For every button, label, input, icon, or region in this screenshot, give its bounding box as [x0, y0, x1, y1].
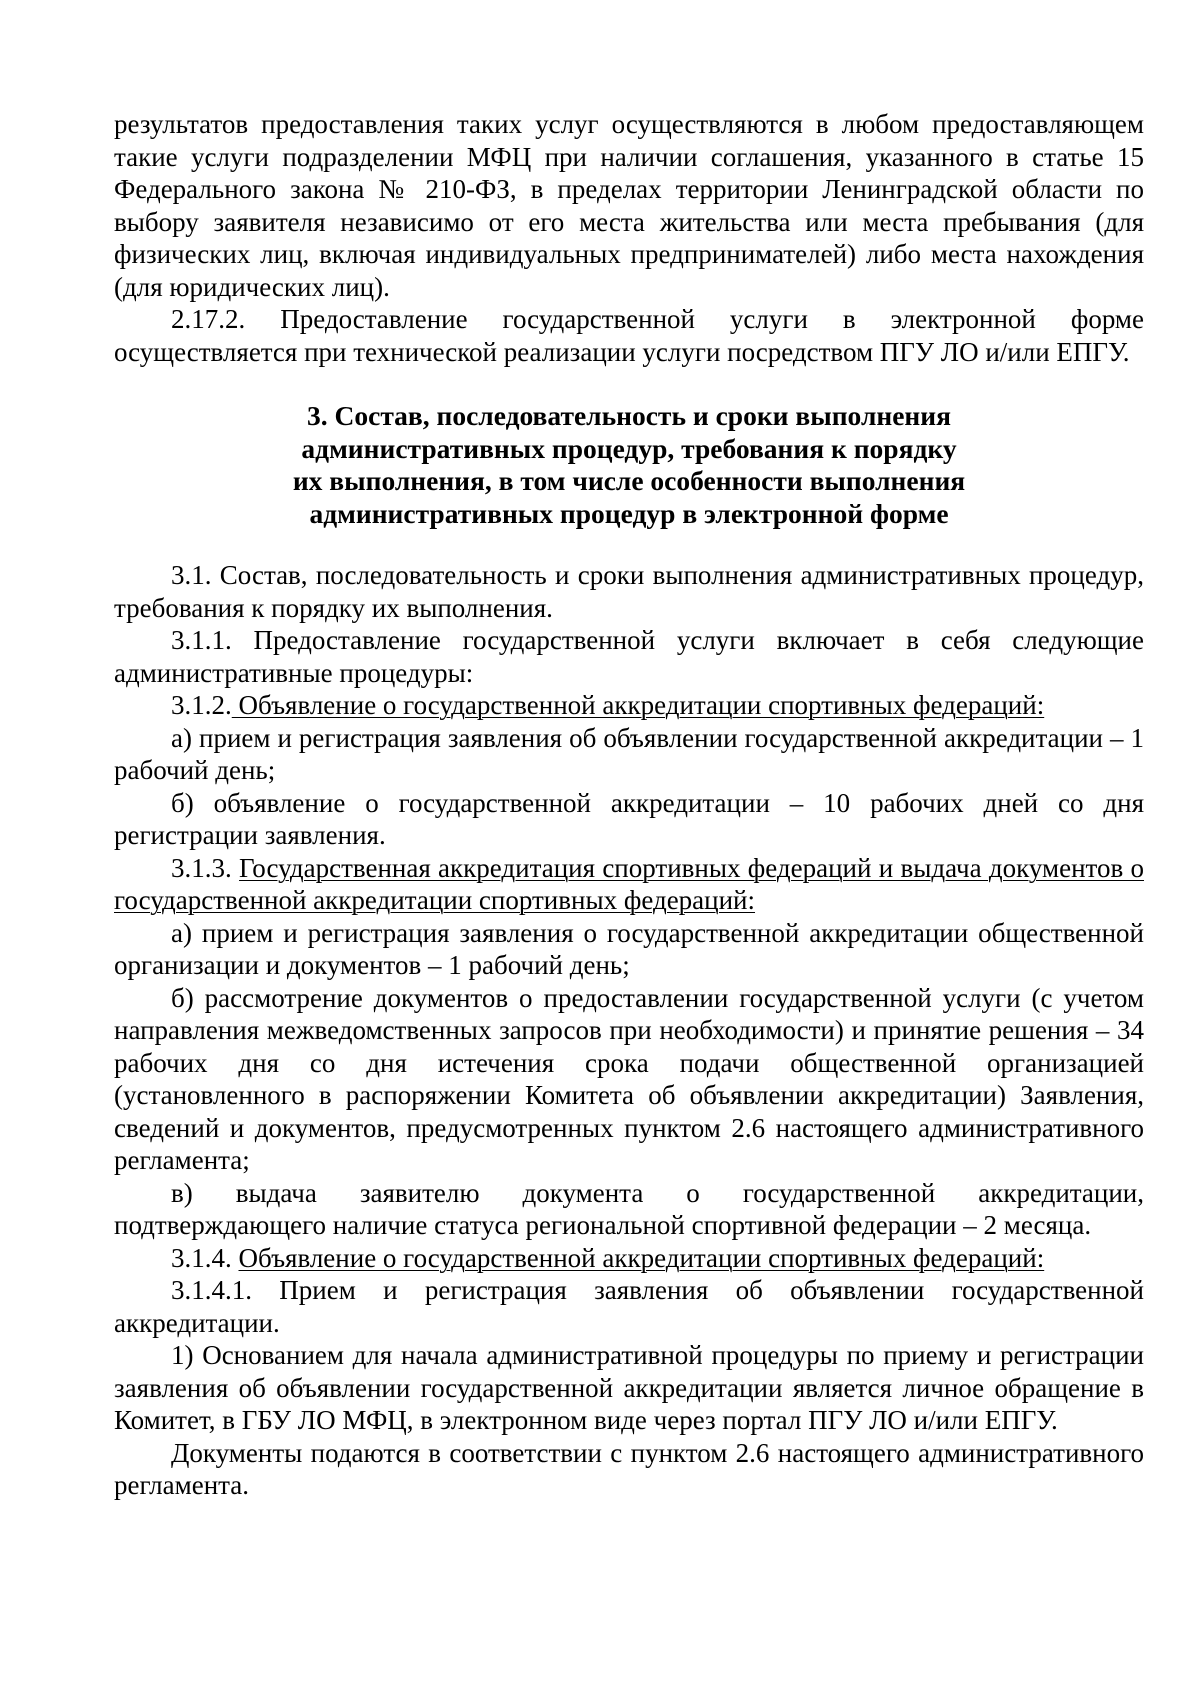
clause-title-3-1-4: Объявление о государственной аккредитации спортивных федераций:: [238, 1242, 1045, 1273]
heading-line-2: административных процедур, требования к порядку: [301, 432, 957, 464]
heading-line-4: административных процедур в электронной форме: [309, 497, 949, 529]
heading-line-3: их выполнения, в том числе особенности выполнения: [292, 465, 966, 496]
paragraph-3-1-1: 3.1.1. Предоставление государственной услуги включает в себя следующие административные процедуры:: [114, 625, 1144, 688]
paragraph-3-1-3-v: в) выдача заявителю документа о государственной аккредитации, подтверждающего наличие статуса региональной спортивной федерации – 2 месяца.: [114, 1177, 1144, 1240]
clause-number-3-1-4: 3.1.4.: [171, 1242, 232, 1273]
paragraph-3-1-2-b: б) объявление о государственной аккредитации – 10 рабочих дней со дня регистрации заявления.: [114, 787, 1144, 850]
paragraph-3-1-4-1-item-1: 1) Основанием для начала административной процедуры по приему и регистрации заявления об объявлении государственной аккредитации является личное обращение в Комитет, в ГБУ ЛО МФЦ, в электронном виде через портал ПГУ ЛО и/или ЕПГУ.: [114, 1340, 1144, 1435]
clause-number-3-1-3: 3.1.3.: [171, 852, 232, 883]
paragraph-3-1-3-b: б) рассмотрение документов о предоставлении государственной услуги (с учетом направления межведомственных запросов при необходимости) и принятие решения – 34 рабочих дня со дня истечения срока подачи общественной организацией (установленного в распоряжении Комитета об объявлении аккредитации) Заявления, сведений и документов, предусмотренных пунктом 2.6 настоящего административного регламента;: [114, 982, 1144, 1175]
paragraph-3-1: 3.1. Состав, последовательность и сроки выполнения административных процедур, требования к порядку их выполнения.: [114, 560, 1144, 623]
paragraph-3-1-4-1: 3.1.4.1. Прием и регистрация заявления об объявлении государственной аккредитации.: [114, 1275, 1144, 1338]
clause-number-3-1-2: 3.1.2.: [171, 690, 232, 720]
paragraph-3-1-2: [114, 689, 1144, 722]
section-heading: [114, 400, 1144, 530]
paragraph-3-1-4: [114, 1242, 1144, 1275]
document-page: [114, 108, 1144, 1502]
paragraph-3-1-3-a: а) прием и регистрация заявления о государственной аккредитации общественной организации и документов – 1 рабочий день;: [114, 917, 1144, 980]
paragraph-3-1-2-a: а) прием и регистрация заявления об объявлении государственной аккредитации – 1 рабочий день;: [114, 722, 1144, 785]
clause-title-3-1-2: Объявление о государственной аккредитации спортивных федераций:: [231, 690, 1045, 720]
heading-line-1: 3. Состав, последовательность и сроки выполнения: [307, 400, 951, 431]
clause-title-3-1-3: Государственная аккредитация спортивных федераций и выдача документов о государственной аккредитации спортивных федераций:: [114, 852, 1144, 915]
paragraph-2-17-2: 2.17.2. Предоставление государственной услуги в электронной форме осуществляется при технической реализации услуги посредством ПГУ ЛО и/или ЕПГУ.: [114, 304, 1144, 367]
paragraph-intro: результатов предоставления таких услуг осуществляются в любом предоставляющем такие услуги подразделении МФЦ при наличии соглашения, указанного в статье 15 Федерального закона № 210-ФЗ, в пределах территории Ленинградской области по выбору заявителя независимо от его места жительства или места пребывания (для физических лиц, включая индивидуальных предпринимателей) либо места нахождения (для юридических лиц).: [114, 109, 1144, 302]
paragraph-3-1-3: [114, 852, 1144, 917]
paragraph-documents: Документы подаются в соответствии с пунктом 2.6 настоящего административного регламента.: [114, 1437, 1144, 1500]
